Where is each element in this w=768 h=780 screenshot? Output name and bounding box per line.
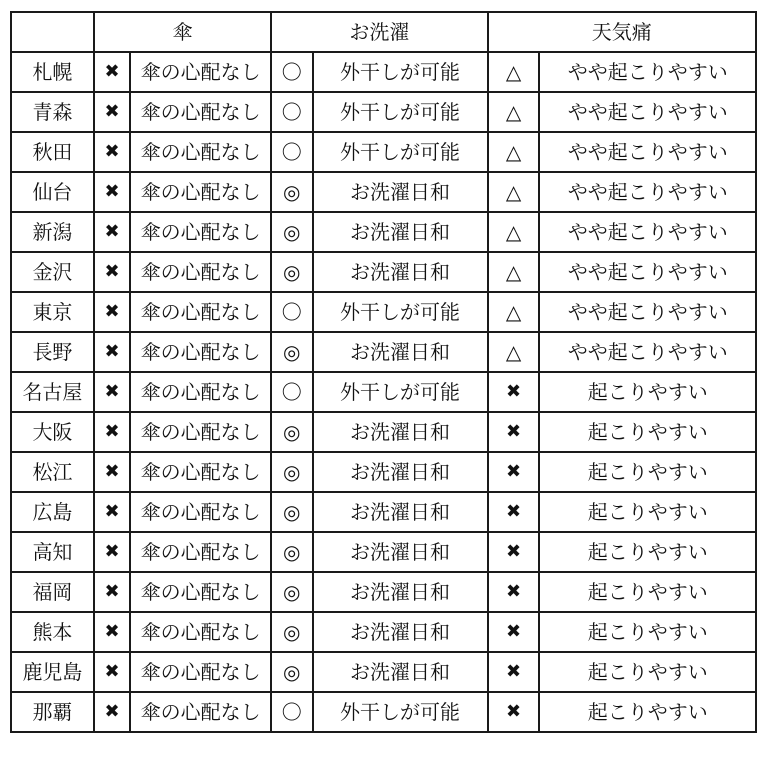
laundry-text: お洗濯日和 xyxy=(313,652,488,692)
table-row xyxy=(11,292,756,332)
table-row xyxy=(11,92,756,132)
laundry-text: お洗濯日和 xyxy=(313,612,488,652)
umbrella-text: 傘の心配なし xyxy=(130,452,271,492)
headache-symbol: △ xyxy=(488,132,540,172)
table-row xyxy=(11,572,756,612)
laundry-text: お洗濯日和 xyxy=(313,572,488,612)
headache-text: やや起こりやすい xyxy=(539,332,756,372)
umbrella-symbol: ✖ xyxy=(94,572,130,612)
headache-symbol: ✖ xyxy=(488,572,540,612)
laundry-symbol: ◎ xyxy=(271,452,312,492)
laundry-symbol: ◎ xyxy=(271,332,312,372)
table-row xyxy=(11,52,756,92)
umbrella-symbol: ✖ xyxy=(94,212,130,252)
laundry-text: お洗濯日和 xyxy=(313,412,488,452)
city-name: 大阪 xyxy=(11,412,94,452)
headache-symbol: ✖ xyxy=(488,532,540,572)
umbrella-symbol: ✖ xyxy=(94,92,130,132)
umbrella-symbol: ✖ xyxy=(94,252,130,292)
laundry-symbol: ◎ xyxy=(271,572,312,612)
laundry-text: お洗濯日和 xyxy=(313,212,488,252)
laundry-symbol: ◎ xyxy=(271,172,312,212)
headache-text: 起こりやすい xyxy=(539,532,756,572)
umbrella-symbol: ✖ xyxy=(94,412,130,452)
umbrella-text: 傘の心配なし xyxy=(130,252,271,292)
laundry-text: お洗濯日和 xyxy=(313,332,488,372)
headache-text: 起こりやすい xyxy=(539,452,756,492)
table-row xyxy=(11,212,756,252)
umbrella-text: 傘の心配なし xyxy=(130,212,271,252)
headache-symbol: ✖ xyxy=(488,372,540,412)
umbrella-symbol: ✖ xyxy=(94,332,130,372)
umbrella-text: 傘の心配なし xyxy=(130,372,271,412)
city-name: 鹿児島 xyxy=(11,652,94,692)
city-name: 広島 xyxy=(11,492,94,532)
umbrella-symbol: ✖ xyxy=(94,652,130,692)
headache-text: 起こりやすい xyxy=(539,612,756,652)
umbrella-symbol: ✖ xyxy=(94,132,130,172)
headache-text: 起こりやすい xyxy=(539,372,756,412)
umbrella-symbol: ✖ xyxy=(94,452,130,492)
table-row xyxy=(11,492,756,532)
table-row xyxy=(11,172,756,212)
table-row xyxy=(11,452,756,492)
laundry-symbol: 〇 xyxy=(271,92,312,132)
table-row xyxy=(11,252,756,292)
city-name: 金沢 xyxy=(11,252,94,292)
laundry-text: お洗濯日和 xyxy=(313,532,488,572)
city-name: 福岡 xyxy=(11,572,94,612)
table-row xyxy=(11,692,756,732)
city-name: 新潟 xyxy=(11,212,94,252)
headache-symbol: △ xyxy=(488,212,540,252)
laundry-text: 外干しが可能 xyxy=(313,52,488,92)
laundry-text: 外干しが可能 xyxy=(313,372,488,412)
umbrella-symbol: ✖ xyxy=(94,692,130,732)
umbrella-symbol: ✖ xyxy=(94,292,130,332)
headache-symbol: ✖ xyxy=(488,452,540,492)
umbrella-symbol: ✖ xyxy=(94,52,130,92)
header-row xyxy=(11,12,756,52)
headache-text: 起こりやすい xyxy=(539,692,756,732)
laundry-symbol: ◎ xyxy=(271,212,312,252)
city-name: 仙台 xyxy=(11,172,94,212)
umbrella-symbol: ✖ xyxy=(94,372,130,412)
city-name: 松江 xyxy=(11,452,94,492)
laundry-text: 外干しが可能 xyxy=(313,692,488,732)
table-row xyxy=(11,132,756,172)
laundry-symbol: 〇 xyxy=(271,52,312,92)
umbrella-text: 傘の心配なし xyxy=(130,612,271,652)
headache-symbol: △ xyxy=(488,252,540,292)
laundry-symbol: 〇 xyxy=(271,132,312,172)
city-name: 長野 xyxy=(11,332,94,372)
table-body xyxy=(11,52,756,732)
city-name: 那覇 xyxy=(11,692,94,732)
headache-symbol: △ xyxy=(488,172,540,212)
headache-text: 起こりやすい xyxy=(539,652,756,692)
header-laundry: お洗濯 xyxy=(271,12,488,52)
laundry-symbol: ◎ xyxy=(271,252,312,292)
table-row xyxy=(11,532,756,572)
umbrella-text: 傘の心配なし xyxy=(130,412,271,452)
city-name: 熊本 xyxy=(11,612,94,652)
laundry-symbol: ◎ xyxy=(271,612,312,652)
city-name: 高知 xyxy=(11,532,94,572)
laundry-symbol: 〇 xyxy=(271,372,312,412)
umbrella-text: 傘の心配なし xyxy=(130,572,271,612)
table-row xyxy=(11,612,756,652)
headache-text: やや起こりやすい xyxy=(539,252,756,292)
headache-symbol: △ xyxy=(488,332,540,372)
umbrella-symbol: ✖ xyxy=(94,532,130,572)
umbrella-text: 傘の心配なし xyxy=(130,52,271,92)
headache-text: やや起こりやすい xyxy=(539,292,756,332)
umbrella-text: 傘の心配なし xyxy=(130,532,271,572)
headache-symbol: △ xyxy=(488,292,540,332)
headache-text: やや起こりやすい xyxy=(539,92,756,132)
city-name: 秋田 xyxy=(11,132,94,172)
laundry-text: 外干しが可能 xyxy=(313,292,488,332)
laundry-text: 外干しが可能 xyxy=(313,132,488,172)
table-row xyxy=(11,372,756,412)
umbrella-symbol: ✖ xyxy=(94,172,130,212)
weather-index-table xyxy=(10,11,757,733)
umbrella-symbol: ✖ xyxy=(94,492,130,532)
header-headache: 天気痛 xyxy=(488,12,756,52)
laundry-symbol: 〇 xyxy=(271,292,312,332)
umbrella-text: 傘の心配なし xyxy=(130,652,271,692)
city-name: 東京 xyxy=(11,292,94,332)
laundry-text: お洗濯日和 xyxy=(313,172,488,212)
city-name: 札幌 xyxy=(11,52,94,92)
table-row xyxy=(11,412,756,452)
headache-text: 起こりやすい xyxy=(539,572,756,612)
laundry-text: お洗濯日和 xyxy=(313,492,488,532)
city-name: 名古屋 xyxy=(11,372,94,412)
laundry-text: お洗濯日和 xyxy=(313,452,488,492)
laundry-symbol: ◎ xyxy=(271,412,312,452)
headache-text: やや起こりやすい xyxy=(539,212,756,252)
headache-text: やや起こりやすい xyxy=(539,52,756,92)
headache-symbol: ✖ xyxy=(488,492,540,532)
umbrella-text: 傘の心配なし xyxy=(130,332,271,372)
laundry-symbol: ◎ xyxy=(271,652,312,692)
header-umbrella: 傘 xyxy=(94,12,271,52)
city-name: 青森 xyxy=(11,92,94,132)
umbrella-text: 傘の心配なし xyxy=(130,172,271,212)
headache-text: 起こりやすい xyxy=(539,412,756,452)
laundry-symbol: 〇 xyxy=(271,692,312,732)
headache-text: やや起こりやすい xyxy=(539,132,756,172)
table-row xyxy=(11,332,756,372)
forecast-table-container xyxy=(10,11,757,733)
headache-symbol: ✖ xyxy=(488,652,540,692)
headache-text: やや起こりやすい xyxy=(539,172,756,212)
laundry-symbol: ◎ xyxy=(271,532,312,572)
laundry-text: お洗濯日和 xyxy=(313,252,488,292)
headache-symbol: △ xyxy=(488,92,540,132)
umbrella-symbol: ✖ xyxy=(94,612,130,652)
laundry-text: 外干しが可能 xyxy=(313,92,488,132)
umbrella-text: 傘の心配なし xyxy=(130,292,271,332)
headache-symbol: ✖ xyxy=(488,412,540,452)
laundry-symbol: ◎ xyxy=(271,492,312,532)
headache-symbol: ✖ xyxy=(488,692,540,732)
umbrella-text: 傘の心配なし xyxy=(130,692,271,732)
headache-symbol: △ xyxy=(488,52,540,92)
headache-text: 起こりやすい xyxy=(539,492,756,532)
umbrella-text: 傘の心配なし xyxy=(130,92,271,132)
umbrella-text: 傘の心配なし xyxy=(130,132,271,172)
table-row xyxy=(11,652,756,692)
headache-symbol: ✖ xyxy=(488,612,540,652)
header-city-blank xyxy=(11,12,94,52)
umbrella-text: 傘の心配なし xyxy=(130,492,271,532)
